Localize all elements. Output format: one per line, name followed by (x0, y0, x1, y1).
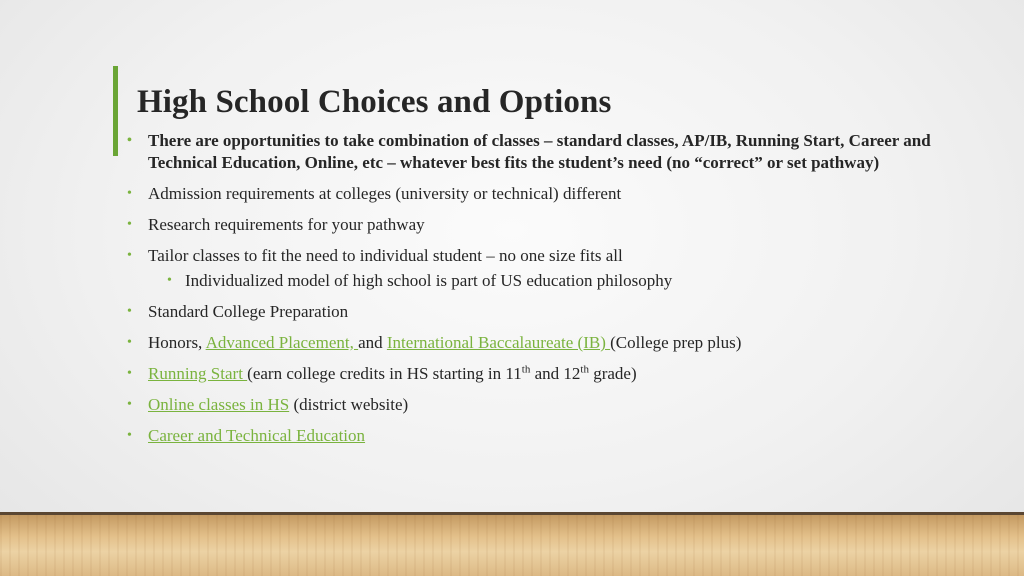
honors-suffix: (College prep plus) (610, 333, 742, 352)
bullet-list (127, 130, 957, 447)
honors-prefix: Honors, (148, 333, 206, 352)
honors-and: and (358, 333, 387, 352)
bullet-career-technical (127, 425, 957, 447)
bullet-research-requirements: • Research requirements for your pathway (127, 214, 957, 236)
online-classes-suffix: (district website) (289, 395, 409, 414)
international-baccalaureate-link[interactable]: International Baccalaureate (IB) (386, 333, 611, 352)
online-classes-link[interactable]: Online classes in HS (148, 395, 290, 414)
running-start-text-3: grade) (588, 364, 637, 383)
running-start-text-2: and 12 (530, 364, 581, 383)
bullet-standard-college-prep: • Standard College Preparation (127, 301, 957, 323)
advanced-placement-link[interactable]: Advanced Placement, (205, 333, 359, 352)
bullet-tailor-classes: • Tailor classes to fit the need to individual student – no one size fits all (127, 245, 957, 267)
bullet-online-classes (127, 394, 957, 416)
bullet-honors-ap-ib (127, 332, 957, 354)
slide-title: High School Choices and Options (137, 84, 612, 120)
superscript-th-1: th (521, 363, 531, 376)
sub-bullet-individualized-model: • Individualized model of high school is part of US education philosophy (127, 270, 957, 292)
career-technical-education-link[interactable]: Career and Technical Education (148, 426, 366, 445)
bullet-running-start (127, 363, 957, 385)
running-start-text-1: (earn college credits in HS starting in 11 (247, 364, 522, 383)
bullet-combination-classes: • There are opportunities to take combination of classes – standard classes, AP/IB, Running Start, Career and Technical Education, Online, etc – whatever best fits the student’s need (no “correct” or set pathway) (127, 130, 957, 174)
title-accent-bar (113, 66, 118, 156)
superscript-th-2: th (580, 363, 589, 376)
running-start-link[interactable]: Running Start (148, 364, 248, 383)
bullet-admission-requirements: • Admission requirements at colleges (university or technical) different (127, 183, 957, 205)
wood-floor-decoration (0, 515, 1024, 576)
